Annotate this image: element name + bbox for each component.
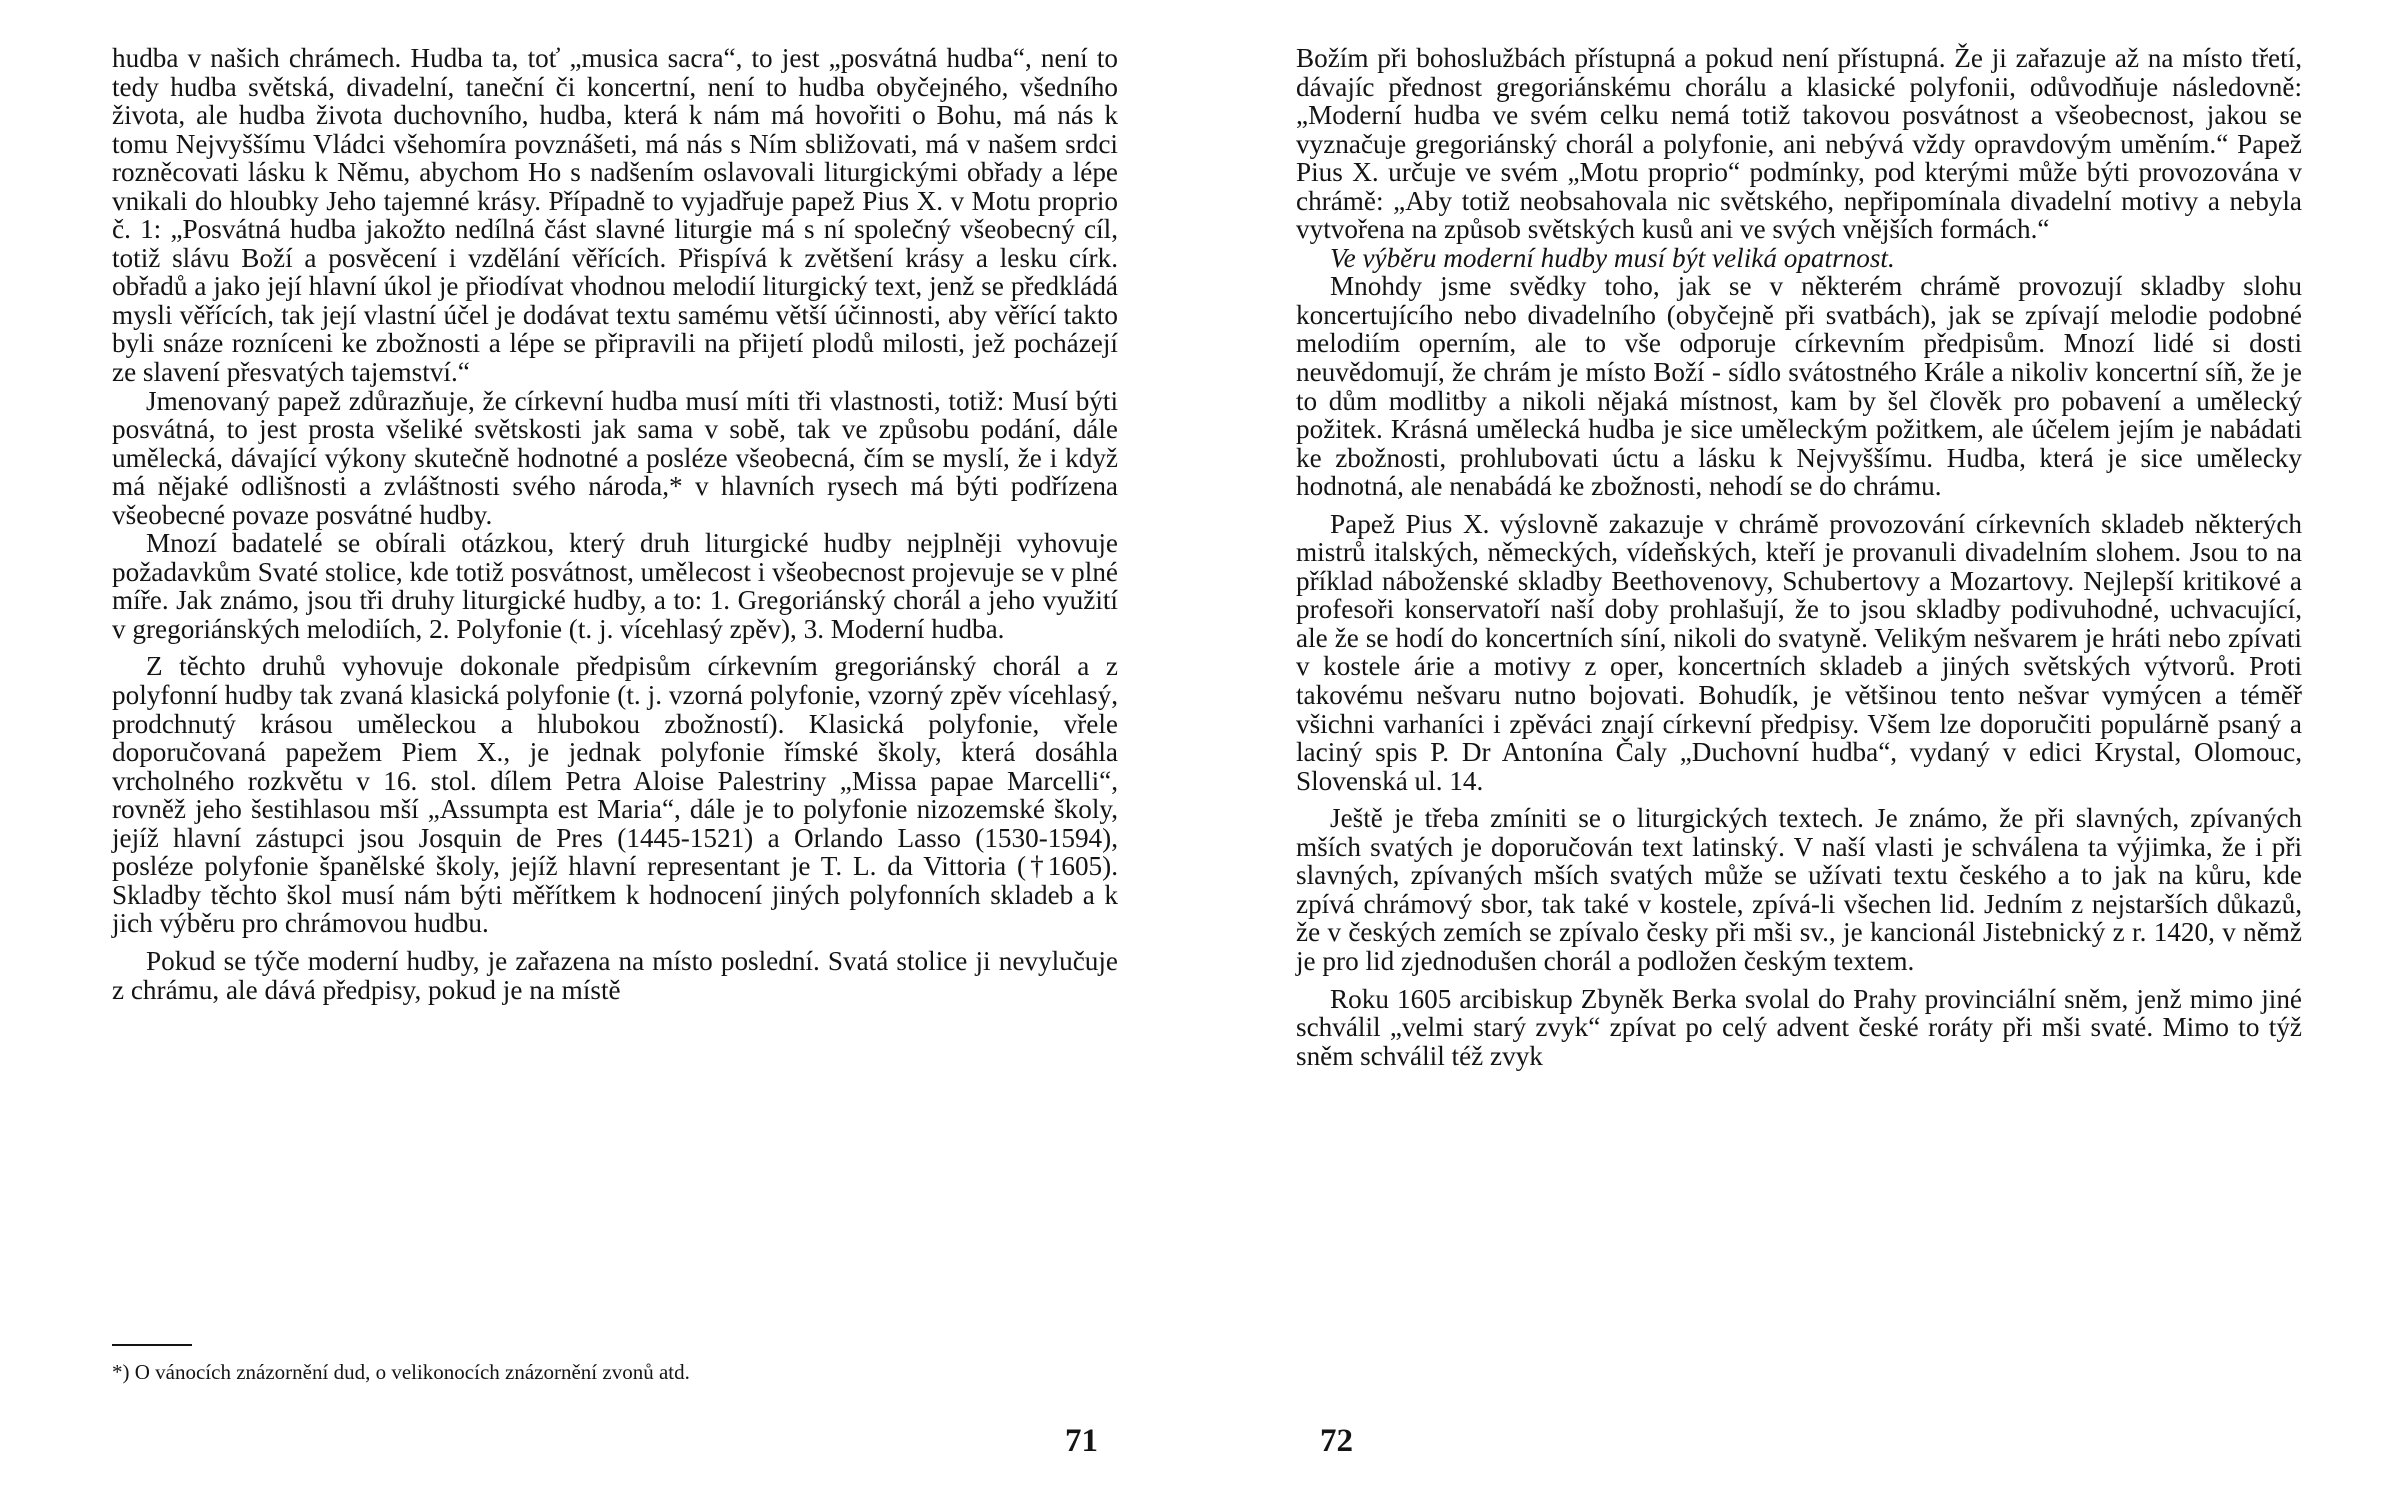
- footnote-rule: [112, 1344, 192, 1346]
- right-paragraph-2-emphasis: Ve výběru moderní hudby musí být veliká opatrnost.: [1330, 242, 1895, 273]
- left-paragraph-4: Z těchto druhů vyhovuje dokonale předpisům církevním gregoriánský chorál a z polyfonní hudby tak zvaná klasická polyfonie (t. j. vzorná polyfonie, vzorný zpěv vícehlasý, prodchnutý krásou uměleckou a hlubokou zbožností). Klasická polyfonie, vřele doporučovaná papežem Piem X., je jednak polyfonie římské školy, která dosáhla vrcholného rozkvětu v 16. stol. dílem Petra Aloise Palestriny „Missa papae Marcelli“, rovněž jeho šestihlasou mší „Assumpta est Maria“, dále je to polyfonie nizozemské školy, jejíž hlavní zástupci jsou Josquin de Pres (1445-1521) a Orlando Lasso (1530-1594), posléze polyfonie španělské školy, jejíž hlavní representant je T. L. da Vittoria (†1605). Skladby těchto škol musí nám býti měřítkem k hodnocení jiných polyfonních skladeb a k jich výběru pro chrámovou hudbu.: [112, 651, 1118, 939]
- left-paragraph-5: Pokud se týče moderní hudby, je zařazena na místo poslední. Svatá stolice ji nevylučuje z chrámu, ale dává předpisy, pokud je na místě: [112, 945, 1118, 1005]
- page-number-right: 72: [1320, 1423, 1353, 1459]
- left-page-text: [112, 44, 1118, 1004]
- left-page: [112, 44, 1118, 1464]
- right-page-text: [1296, 44, 2302, 1070]
- right-paragraph-3: Mnohdy jsme svědky toho, jak se v některém chrámě provozují skladby slohu koncertujícího nebo divadelního (obyčejně při svatbách), jak se zpívají melodie podobné melodiím operním, ale to vše odporuje církevním předpisům. Mnozí lidé si dosti neuvědomují, že chrám je místo Boží - sídlo svátostného Krále a nikoliv koncertní síň, že je to dům modlitby a nikoli nějaká místnost, kam by šel člověk pro pobavení a umělecký požitek. Krásná umělecká hudba je sice uměleckým požitkem, ale účelem jejím je nabádati ke zbožnosti, prohlubovati úctu a lásku k Nejvyššímu. Hudba, která je sice umělecky hodnotná, ale nenabádá ke zbožnosti, nehodí se do chrámu.: [1296, 271, 2302, 502]
- right-paragraph-6: Roku 1605 arcibiskup Zbyněk Berka svolal do Prahy provinciální sněm, jenž mimo jiné schválil „velmi starý zvyk“ zpívat po celý advent české roráty při mši svaté. Mimo to týž sněm schválil též zvyk: [1296, 983, 2302, 1071]
- left-paragraph-2: Jmenovaný papež zdůrazňuje, že církevní hudba musí míti tři vlastnosti, totiž: Musí býti posvátná, to jest prosta všeliké světskosti jak sama v sobě, tak ve způsobu podání, dále umělecká, dávající výkony skutečně hodnotné a posléze všeobecná, čím se myslí, že i když má nějaké odlišnosti a zvláštnosti svého národa,* v hlavních rysech má býti podřízena všeobecné povaze posvátné hudby.: [112, 385, 1118, 530]
- left-paragraph-1: hudba v našich chrámech. Hudba ta, toť „musica sacra“, to jest „posvátná hudba“, není to tedy hudba světská, divadelní, taneční či koncertní, není to hudba obyčejného, všedního života, ale hudba života duchovního, hudba, která k nám má hovořiti o Bohu, má nás k tomu Nejvyššímu Vládci všehomíra povznášeti, má nás s Ním sbližovati, má v našem srdci rozněcovati lásku k Němu, abychom Ho s nadšením oslavovali liturgickými obřady a lépe vnikali do hloubky Jeho tajemné krásy. Případně to vyjadřuje papež Pius X. v Motu proprio č. 1: „Posvátná hudba jakožto nedílná část slavné liturgie má s ní společný všeobecný cíl, totiž slávu Boží a posvěcení i vzdělání věřících. Přispívá k zvětšení krásy a lesku círk. obřadů a jako její hlavní úkol je přiodívat vhodnou melodií liturgický text, jenž se předkládá mysli věřících, tak její vlastní účel je dodávat textu samému větší účinnosti, aby věřící takto byli snáze rozníceni ke zbožnosti a lépe se připravili na přijetí plodů milosti, jež pocházejí ze slavení přesvatých tajemství.“: [112, 43, 1118, 388]
- left-paragraph-3: Mnozí badatelé se obírali otázkou, který druh liturgické hudby nejplněji vyhovuje požadavkům Svaté stolice, kde totiž posvátnost, umělecost i všeobecnost projevuje se v plné míře. Jak známo, jsou tři druhy liturgické hudby, a to: 1. Gregoriánský chorál a jeho využití v gregoriánských melodiích, 2. Polyfonie (t. j. vícehlasý zpěv), 3. Moderní hudba.: [112, 528, 1118, 644]
- right-paragraph-5: Ještě je třeba zmíniti se o liturgických textech. Je známo, že při slavných, zpívaných mších svatých je doporučován text latinský. V naší vlasti je schválena ta výjimka, že i při slavných, zpívaných mších svatých může se užívati textu českého a to jak na kůru, kde zpívá chrámový sbor, tak také v kostele, zpívá-li všechen lid. Jedním z nejstarších důkazů, že v českých zemích se zpívalo česky při mši sv., je kancionál Jistebnický z r. 1420, v němž je pro lid zjednodušen chorál a podložen českým textem.: [1296, 803, 2302, 976]
- footnote: *) O vánocích znázornění dud, o velikonocích znázornění zvonů atd.: [112, 1360, 690, 1384]
- right-page: [1296, 44, 2302, 1464]
- page-number-left: 71: [1065, 1423, 1098, 1459]
- right-paragraph-1: Božím při bohoslužbách přístupná a pokud není přístupná. Že ji zařazuje až na místo třetí, dávajíc přednost gregoriánskému chorálu a klasické polyfonii, odůvodňuje následovně: „Moderní hudba ve svém celku nemá totiž takovou posvátnost a všeobecnost, jakou se vyznačuje gregoriánský chorál a polyfonie, ani nebývá vždy opravdovým uměním.“ Papež Pius X. určuje ve svém „Motu proprio“ podmínky, pod kterými může býti provozována v chrámě: „Aby totiž neobsahovala nic světského, nepřipomínala divadelní motivy a nebyla vytvořena na způsob světských kusů ani ve svých vnějších formách.“: [1296, 43, 2302, 245]
- right-paragraph-4: Papež Pius X. výslovně zakazuje v chrámě provozování církevních skladeb některých mistrů italských, německých, vídeňských, kteří je provanuli divadelním slohem. Jsou to na příklad náboženské skladby Beethovenovy, Schubertovy a Mozartovy. Nejlepší kritikové a profesoři konservatoří naší doby prohlašují, že to jsou skladby podivuhodné, uchvacující, ale že se hodí do koncertních síní, nikoli do svatyně. Velikým nešvarem je hráti nebo zpívati v kostele árie a motivy z oper, koncertních skladeb a jiných světských výtvorů. Proti takovému nešvaru nutno bojovati. Bohudík, je většinou tento nešvar vymýcen a téměř všichni varhaníci i zpěváci znají církevní předpisy. Všem lze doporučiti populárně psaný a laciný spis P. Dr Antonína Čaly „Duchovní hudba“, vydaný v edici Krystal, Olomouc, Slovenská ul. 14.: [1296, 508, 2302, 796]
